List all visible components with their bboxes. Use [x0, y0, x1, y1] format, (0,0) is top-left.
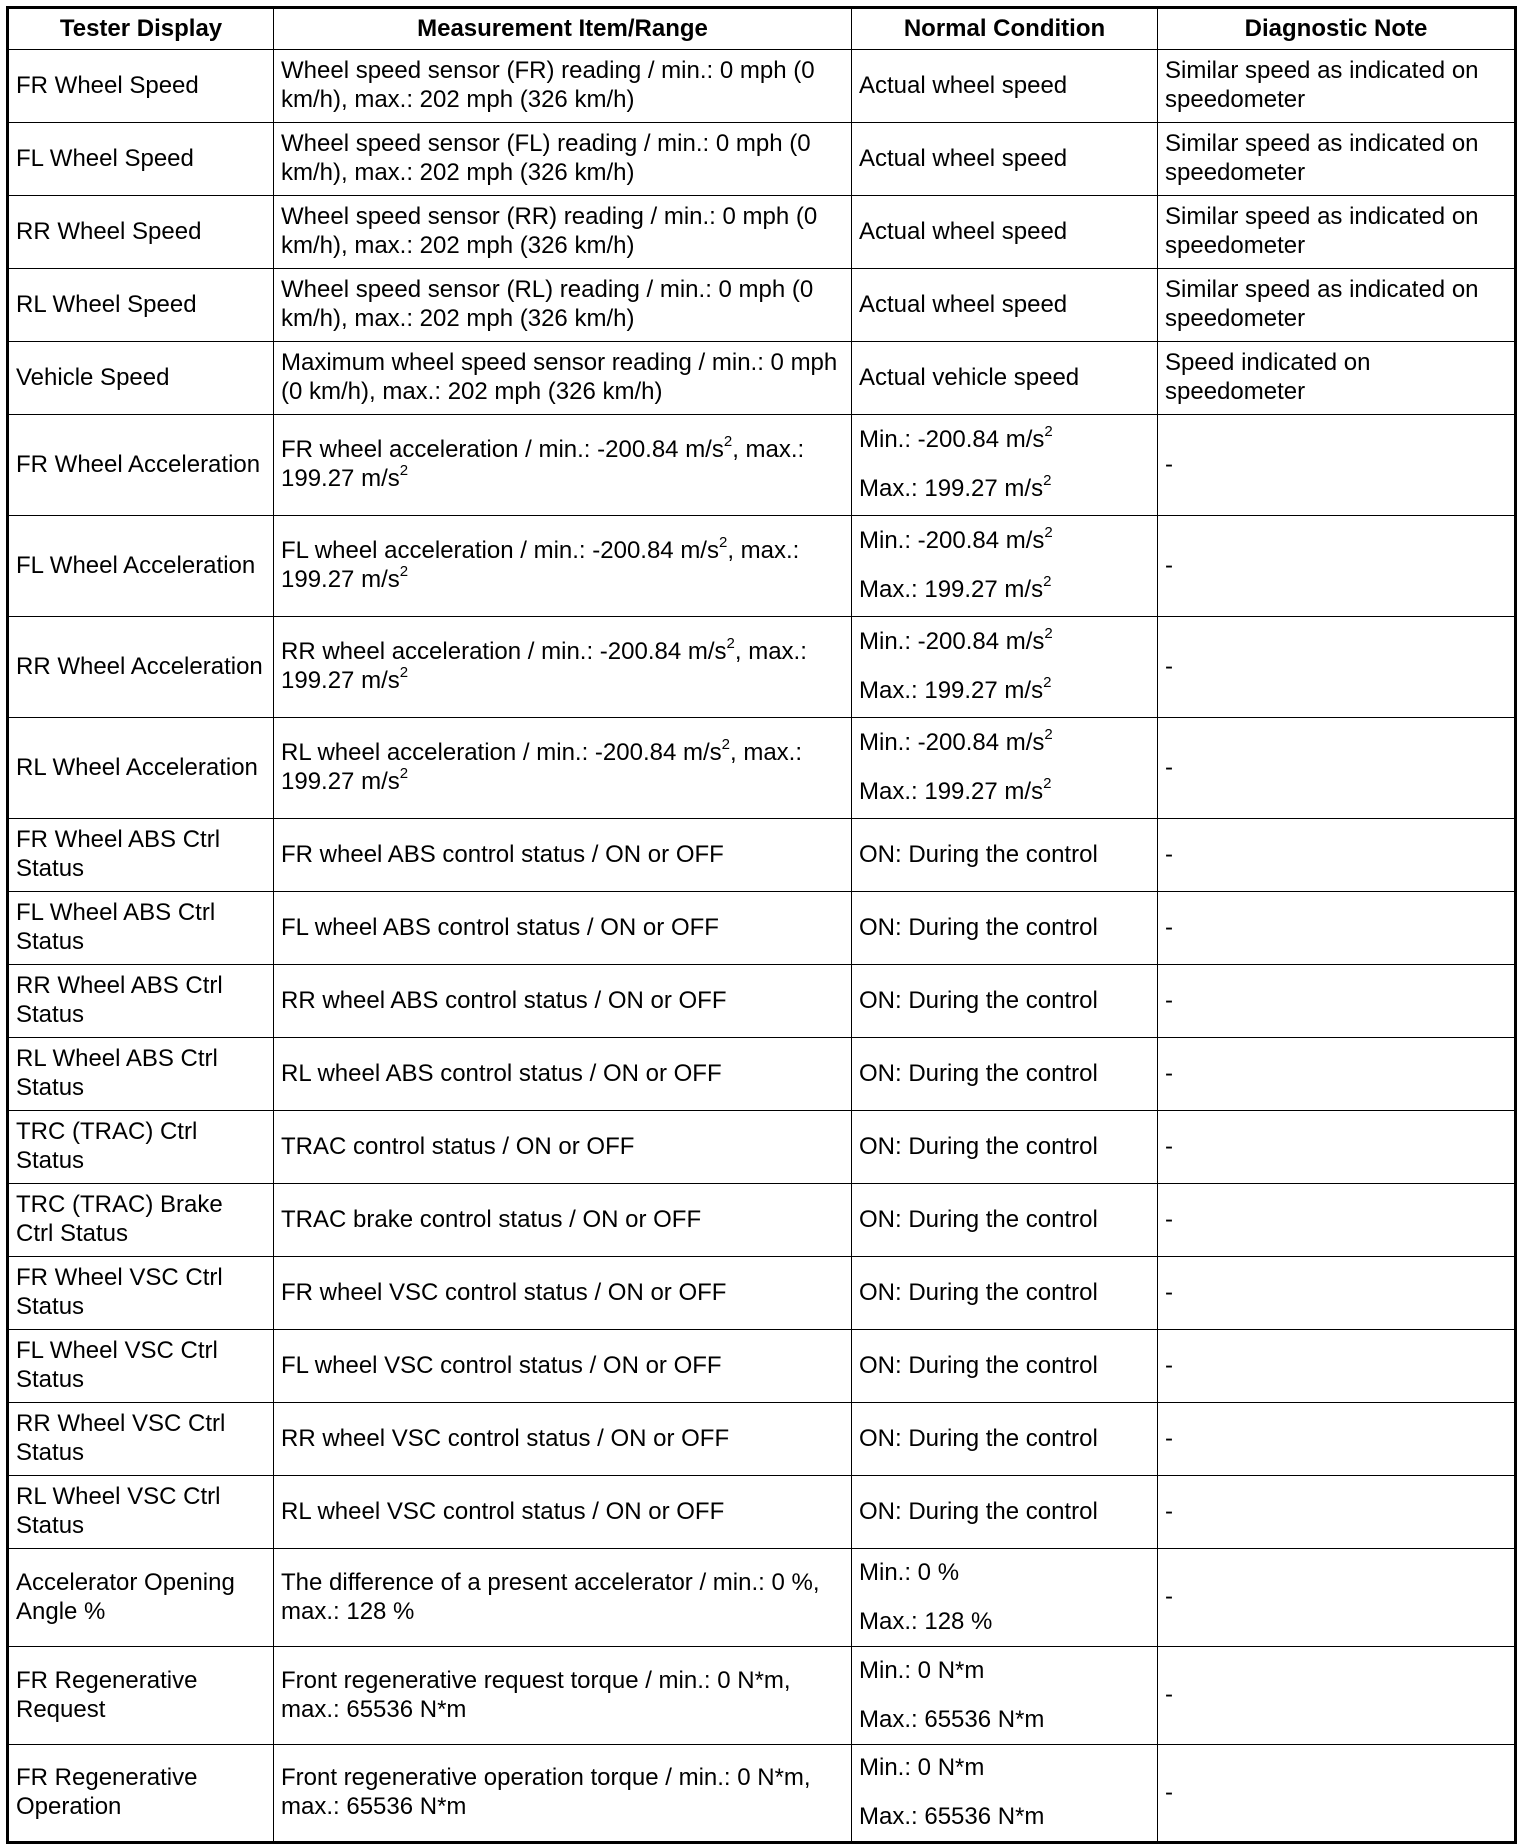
- cell-normal-condition: Actual wheel speed: [852, 50, 1158, 123]
- cell-tester-display: RL Wheel Acceleration: [8, 718, 274, 819]
- cell-normal-condition: ON: During the control: [852, 1330, 1158, 1403]
- cell-normal-condition: [852, 516, 1158, 617]
- cell-diagnostic-note: -: [1158, 1403, 1516, 1476]
- cell-tester-display: FR Wheel VSC Ctrl Status: [8, 1257, 274, 1330]
- condition-range: [859, 625, 1150, 706]
- table-row: [8, 965, 1516, 1038]
- table-row: [8, 123, 1516, 196]
- cell-diagnostic-note: -: [1158, 1647, 1516, 1745]
- cell-normal-condition: [852, 1549, 1158, 1647]
- condition-max: Max.: 199.27 $m/s^2$: [859, 674, 1052, 705]
- cell-measurement-item: RR wheel VSC control status / ON or OFF: [274, 1403, 852, 1476]
- cell-diagnostic-note: -: [1158, 1745, 1516, 1843]
- cell-measurement-item: RL wheel VSC control status / ON or OFF: [274, 1476, 852, 1549]
- cell-normal-condition: ON: During the control: [852, 1257, 1158, 1330]
- table-header-row: [8, 8, 1516, 50]
- header-tester-display: Tester Display: [8, 8, 274, 50]
- table-row: [8, 1257, 1516, 1330]
- table-row: [8, 1745, 1516, 1843]
- cell-tester-display: RL Wheel VSC Ctrl Status: [8, 1476, 274, 1549]
- cell-measurement-item: TRAC control status / ON or OFF: [274, 1111, 852, 1184]
- header-measurement-item: Measurement Item/Range: [274, 8, 852, 50]
- cell-diagnostic-note: -: [1158, 516, 1516, 617]
- table-row: [8, 1549, 1516, 1647]
- cell-diagnostic-note: -: [1158, 1111, 1516, 1184]
- table-row: [8, 1038, 1516, 1111]
- cell-diagnostic-note: -: [1158, 819, 1516, 892]
- condition-max: Max.: 199.27 $m/s^2$: [859, 573, 1052, 604]
- table-row: [8, 1184, 1516, 1257]
- cell-tester-display: RR Wheel Acceleration: [8, 617, 274, 718]
- cell-normal-condition: [852, 415, 1158, 516]
- cell-measurement-item: FL wheel VSC control status / ON or OFF: [274, 1330, 852, 1403]
- table-row: [8, 819, 1516, 892]
- table-row: [8, 50, 1516, 123]
- cell-normal-condition: ON: During the control: [852, 965, 1158, 1038]
- table-row: [8, 1647, 1516, 1745]
- header-normal-condition: Normal Condition: [852, 8, 1158, 50]
- cell-measurement-item: FL wheel acceleration / min.: -200.84 $m/s^2$, max.: 199.27 $m/s^2$: [274, 516, 852, 617]
- cell-normal-condition: ON: During the control: [852, 1184, 1158, 1257]
- condition-max: Max.: 199.27 $m/s^2$: [859, 472, 1052, 503]
- cell-tester-display: FL Wheel Speed: [8, 123, 274, 196]
- cell-measurement-item: FR wheel VSC control status / ON or OFF: [274, 1257, 852, 1330]
- cell-diagnostic-note: -: [1158, 1476, 1516, 1549]
- cell-diagnostic-note: -: [1158, 1038, 1516, 1111]
- cell-diagnostic-note: -: [1158, 1184, 1516, 1257]
- condition-min: Min.: -200.84 $m/s^2$: [859, 423, 1053, 453]
- cell-tester-display: RL Wheel Speed: [8, 269, 274, 342]
- cell-measurement-item: Wheel speed sensor (FR) reading / min.: 0 mph (0 km/h), max.: 202 mph (326 km/h): [274, 50, 852, 123]
- condition-min: Min.: 0 %: [859, 1558, 960, 1586]
- condition-min: Min.: -200.84 $m/s^2$: [859, 726, 1053, 756]
- condition-range: [859, 1657, 1150, 1735]
- cell-diagnostic-note: -: [1158, 617, 1516, 718]
- table-row: [8, 269, 1516, 342]
- cell-normal-condition: ON: During the control: [852, 1038, 1158, 1111]
- cell-measurement-item: TRAC brake control status / ON or OFF: [274, 1184, 852, 1257]
- cell-tester-display: Accelerator Opening Angle %: [8, 1549, 274, 1647]
- cell-normal-condition: ON: During the control: [852, 1476, 1158, 1549]
- condition-min: Min.: -200.84 $m/s^2$: [859, 524, 1053, 554]
- cell-tester-display: RR Wheel VSC Ctrl Status: [8, 1403, 274, 1476]
- cell-diagnostic-note: Similar speed as indicated on speedometer: [1158, 123, 1516, 196]
- cell-normal-condition: ON: During the control: [852, 1111, 1158, 1184]
- header-diagnostic-note: Diagnostic Note: [1158, 8, 1516, 50]
- cell-normal-condition: ON: During the control: [852, 819, 1158, 892]
- cell-measurement-item: Wheel speed sensor (FL) reading / min.: 0 mph (0 km/h), max.: 202 mph (326 km/h): [274, 123, 852, 196]
- condition-range: [859, 1559, 1150, 1637]
- table-row: [8, 617, 1516, 718]
- cell-measurement-item: FR wheel acceleration / min.: -200.84 $m/s^2$, max.: 199.27 $m/s^2$: [274, 415, 852, 516]
- cell-diagnostic-note: Similar speed as indicated on speedometer: [1158, 269, 1516, 342]
- cell-tester-display: FL Wheel Acceleration: [8, 516, 274, 617]
- table-body: [8, 50, 1516, 1843]
- cell-tester-display: RR Wheel ABS Ctrl Status: [8, 965, 274, 1038]
- data-list-table-wrapper: [6, 6, 1514, 1831]
- cell-diagnostic-note: Similar speed as indicated on speedometer: [1158, 196, 1516, 269]
- cell-diagnostic-note: Similar speed as indicated on speedometer: [1158, 50, 1516, 123]
- cell-normal-condition: Actual vehicle speed: [852, 342, 1158, 415]
- table-row: [8, 718, 1516, 819]
- cell-normal-condition: [852, 617, 1158, 718]
- cell-tester-display: RL Wheel ABS Ctrl Status: [8, 1038, 274, 1111]
- cell-measurement-item: FR wheel ABS control status / ON or OFF: [274, 819, 852, 892]
- cell-normal-condition: Actual wheel speed: [852, 269, 1158, 342]
- cell-measurement-item: RL wheel ABS control status / ON or OFF: [274, 1038, 852, 1111]
- table-row: [8, 1111, 1516, 1184]
- condition-min: Min.: 0 N*m: [859, 1656, 985, 1684]
- cell-diagnostic-note: Speed indicated on speedometer: [1158, 342, 1516, 415]
- condition-range: [859, 524, 1150, 605]
- cell-tester-display: RR Wheel Speed: [8, 196, 274, 269]
- cell-measurement-item: Wheel speed sensor (RL) reading / min.: 0 mph (0 km/h), max.: 202 mph (326 km/h): [274, 269, 852, 342]
- cell-diagnostic-note: -: [1158, 1330, 1516, 1403]
- cell-measurement-item: FL wheel ABS control status / ON or OFF: [274, 892, 852, 965]
- cell-normal-condition: Actual wheel speed: [852, 123, 1158, 196]
- table-row: [8, 516, 1516, 617]
- condition-min: Min.: 0 N*m: [859, 1754, 985, 1781]
- condition-max: Max.: 65536 N*m: [859, 1705, 1045, 1733]
- cell-tester-display: FR Wheel Speed: [8, 50, 274, 123]
- cell-measurement-item: The difference of a present accelerator / min.: 0 %, max.: 128 %: [274, 1549, 852, 1647]
- table-row: [8, 1476, 1516, 1549]
- cell-diagnostic-note: -: [1158, 718, 1516, 819]
- table-row: [8, 415, 1516, 516]
- cell-normal-condition: [852, 718, 1158, 819]
- condition-min: Min.: -200.84 $m/s^2$: [859, 625, 1053, 655]
- cell-diagnostic-note: -: [1158, 1257, 1516, 1330]
- cell-normal-condition: [852, 1745, 1158, 1843]
- cell-diagnostic-note: -: [1158, 1549, 1516, 1647]
- condition-max: Max.: 199.27 $m/s^2$: [859, 775, 1052, 806]
- cell-tester-display: FR Regenerative Request: [8, 1647, 274, 1745]
- cell-tester-display: TRC (TRAC) Brake Ctrl Status: [8, 1184, 274, 1257]
- cell-diagnostic-note: -: [1158, 892, 1516, 965]
- cell-tester-display: FR Wheel Acceleration: [8, 415, 274, 516]
- condition-max: Max.: 65536 N*m: [859, 1803, 1045, 1831]
- table-row: [8, 892, 1516, 965]
- cell-tester-display: FR Regenerative Operation: [8, 1745, 274, 1843]
- table-row: [8, 1330, 1516, 1403]
- data-list-table: [6, 6, 1517, 1844]
- cell-normal-condition: [852, 1647, 1158, 1745]
- table-row: [8, 1403, 1516, 1476]
- cell-diagnostic-note: -: [1158, 415, 1516, 516]
- cell-tester-display: FR Wheel ABS Ctrl Status: [8, 819, 274, 892]
- condition-max: Max.: 128 %: [859, 1607, 993, 1635]
- cell-measurement-item: Front regenerative request torque / min.: 0 N*m, max.: 65536 N*m: [274, 1647, 852, 1745]
- cell-tester-display: FL Wheel ABS Ctrl Status: [8, 892, 274, 965]
- condition-range: [859, 726, 1150, 807]
- condition-range: [859, 1754, 1150, 1832]
- condition-range: [859, 423, 1150, 504]
- cell-measurement-item: RL wheel acceleration / min.: -200.84 $m/s^2$, max.: 199.27 $m/s^2$: [274, 718, 852, 819]
- cell-tester-display: Vehicle Speed: [8, 342, 274, 415]
- cell-normal-condition: Actual wheel speed: [852, 196, 1158, 269]
- cell-tester-display: TRC (TRAC) Ctrl Status: [8, 1111, 274, 1184]
- table-row: [8, 196, 1516, 269]
- cell-measurement-item: Wheel speed sensor (RR) reading / min.: 0 mph (0 km/h), max.: 202 mph (326 km/h): [274, 196, 852, 269]
- cell-diagnostic-note: -: [1158, 965, 1516, 1038]
- cell-measurement-item: Maximum wheel speed sensor reading / min.: 0 mph (0 km/h), max.: 202 mph (326 km/h): [274, 342, 852, 415]
- table-row: [8, 342, 1516, 415]
- cell-normal-condition: ON: During the control: [852, 892, 1158, 965]
- cell-normal-condition: ON: During the control: [852, 1403, 1158, 1476]
- cell-measurement-item: RR wheel ABS control status / ON or OFF: [274, 965, 852, 1038]
- cell-measurement-item: Front regenerative operation torque / min.: 0 N*m, max.: 65536 N*m: [274, 1745, 852, 1843]
- cell-measurement-item: RR wheel acceleration / min.: -200.84 $m/s^2$, max.: 199.27 $m/s^2$: [274, 617, 852, 718]
- cell-tester-display: FL Wheel VSC Ctrl Status: [8, 1330, 274, 1403]
